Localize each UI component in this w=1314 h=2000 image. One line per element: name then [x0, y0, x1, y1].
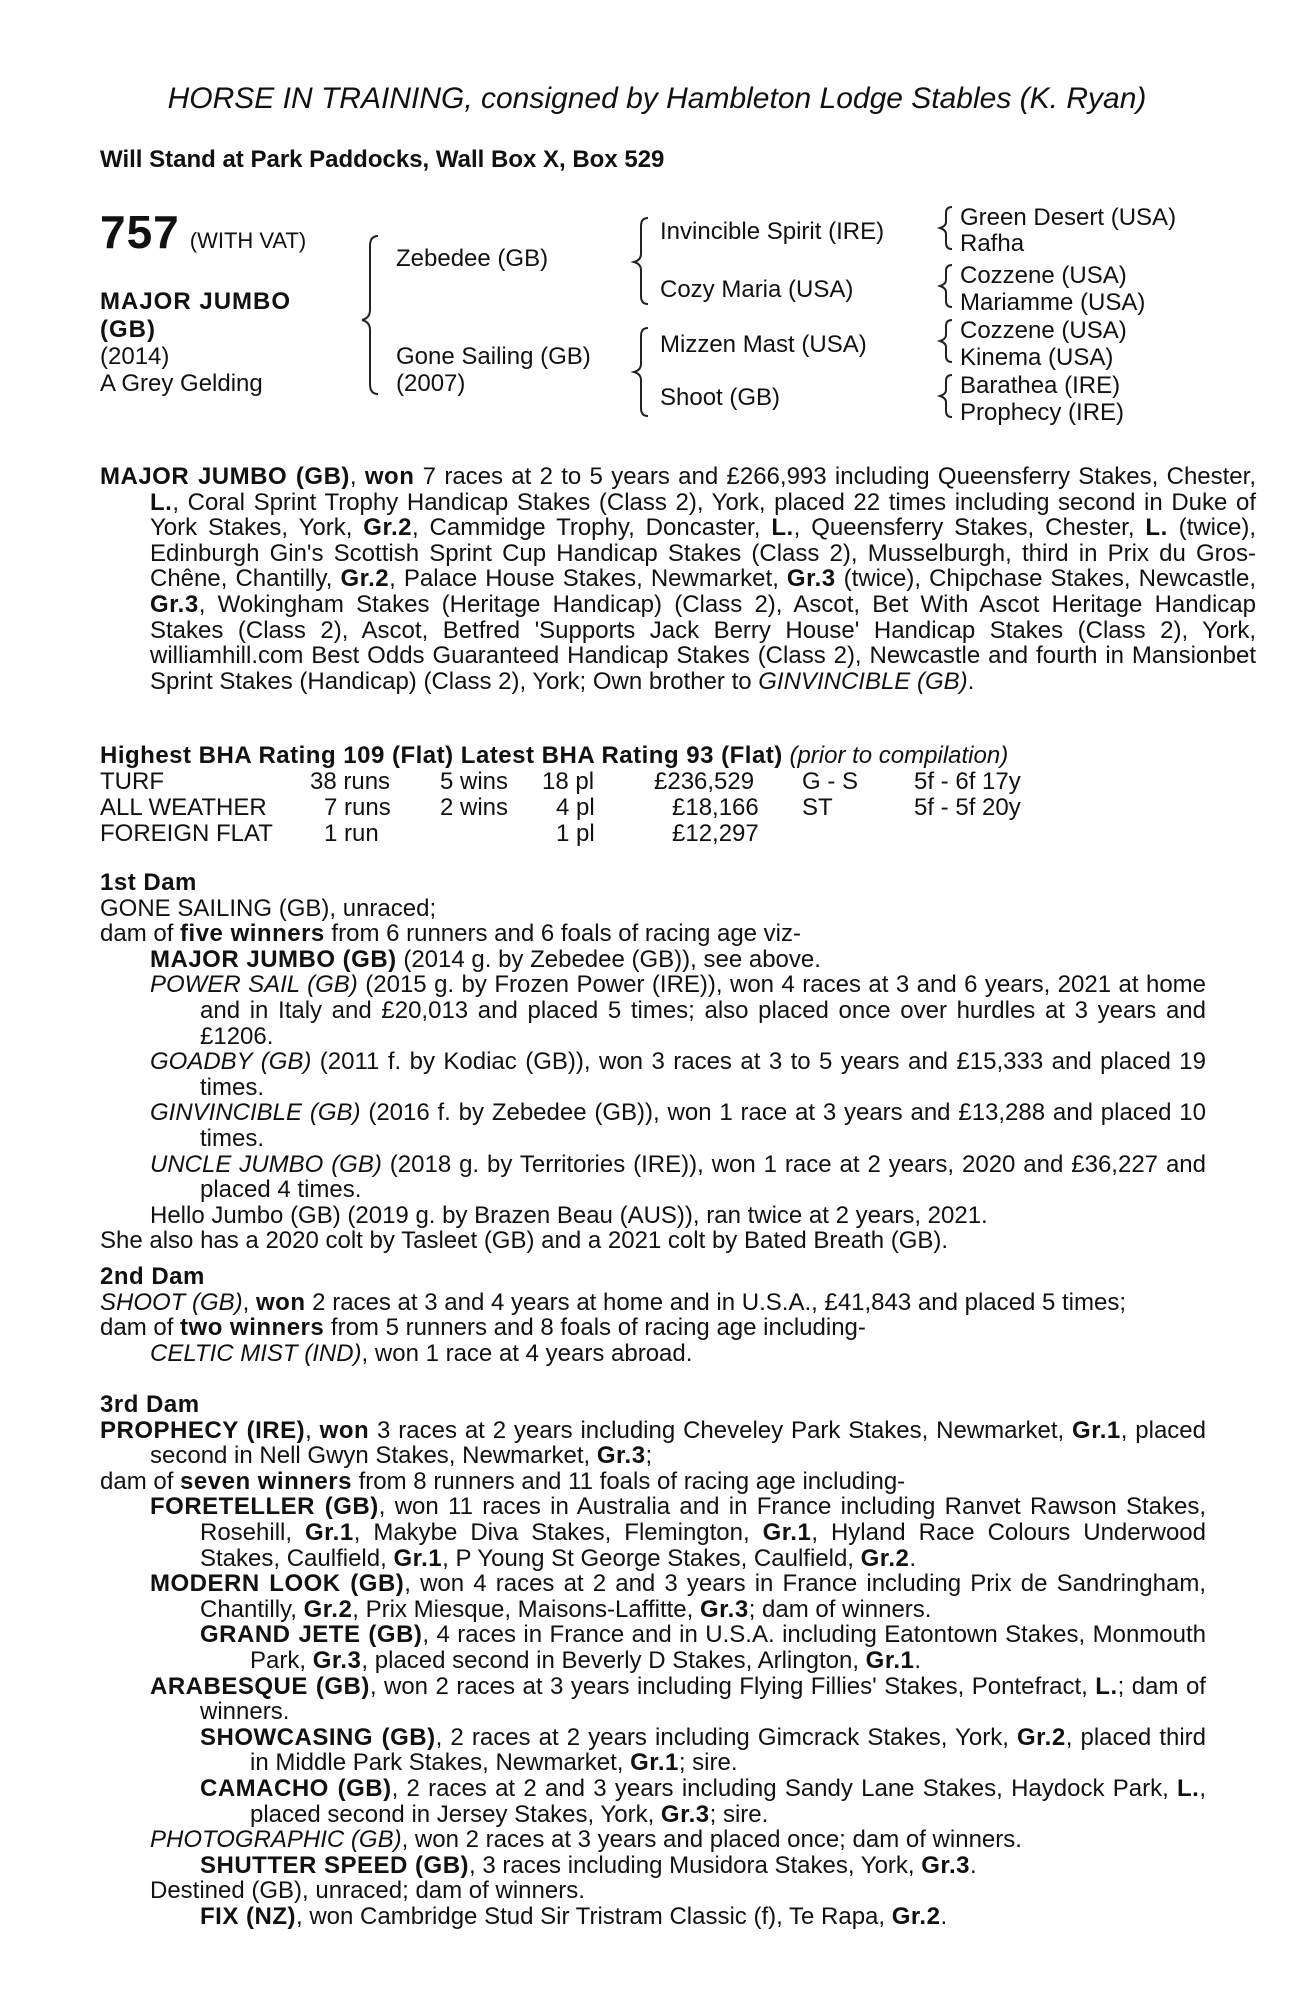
stat-surface: ALL WEATHER — [100, 794, 267, 821]
progeny-entry: GOADBY (GB) (2011 f. by Kodiac (GB)), won 3 races at 3 to 5 years and £15,333 and placed 19 times. — [150, 1048, 1206, 1101]
section-heading: 3rd Dam — [100, 1391, 200, 1418]
bha-ratings — [100, 742, 1008, 770]
ped-g7: Barathea (IRE) — [960, 372, 1121, 399]
progeny-entry: SHOWCASING (GB), 2 races at 2 years including Gimcrack Stakes, York, Gr.2, placed third in Middle Park Stakes, Newmarket, Gr.1; sire. — [200, 1723, 1207, 1777]
dam3-record: PROPHECY (IRE), won 3 races at 2 years including Cheveley Park Stakes, Newmarket, Gr.1, placed second in Nell Gwyn Stakes, Newmarket, Gr.3; — [100, 1416, 1206, 1470]
brace-g78 — [940, 375, 952, 417]
stat-prize: £18,166 — [672, 794, 759, 821]
sire: Zebedee (GB) — [396, 245, 549, 272]
sire-sire: Invincible Spirit (IRE) — [660, 218, 885, 245]
third-dam-section — [100, 1392, 1206, 1929]
progeny-entry: FIX (NZ), won Cambridge Stud Sir Tristram Classic (f), Te Rapa, Gr.2. — [200, 1902, 948, 1930]
horse-country: (GB) — [100, 316, 156, 343]
section-heading: 2nd Dam — [100, 1263, 205, 1290]
grade-listed: L. — [771, 514, 794, 542]
dam1-dam-of: dam of five winners from 6 runners and 6 foals of racing age viz- — [100, 920, 802, 948]
grade-listed: L. — [150, 488, 173, 516]
progeny-entry: CAMACHO (GB), 2 races at 2 and 3 years including Sandy Lane Stakes, Haydock Park, L., placed second in Jersey Stakes, York, Gr.3; sire. — [200, 1774, 1206, 1828]
stat-runs: 38 runs — [310, 768, 391, 795]
summary-text: , Palace House Stakes, Newmarket, — [389, 565, 787, 593]
ped-g5: Cozzene (USA) — [960, 317, 1127, 344]
stat-wins: 2 wins — [440, 794, 509, 821]
ped-g1: Green Desert (USA) — [960, 204, 1177, 231]
summary-won: won — [364, 463, 415, 490]
stat-placed: 18 pl — [542, 768, 595, 795]
stat-distance: 5f - 5f 20y — [914, 794, 1021, 821]
sire-dam: Cozy Maria (USA) — [660, 276, 854, 303]
summary-text: (twice), Chipchase Stakes, Newcastle, — [835, 565, 1256, 593]
dam-year: (2007) — [396, 370, 466, 397]
progeny-entry: PHOTOGRAPHIC (GB), won 2 races at 3 years and placed once; dam of winners. — [150, 1826, 1022, 1854]
summary-brother: GINVINCIBLE (GB) — [758, 667, 968, 695]
ped-g4: Mariamme (USA) — [960, 289, 1146, 316]
lot-number-value: 757 — [100, 206, 180, 258]
ratings-heading: Highest BHA Rating 109 (Flat) Latest BHA Rating 93 (Flat) — [100, 742, 783, 769]
vat-note: (WITH VAT) — [189, 228, 307, 253]
progeny-entry: FORETELLER (GB), won 11 races in Australia and in France including Ranvet Rawson Stakes, Rosehill, Gr.1, Makybe Diva Stakes, Flemington, Gr.1, Hyland Race Colours Underwood Stakes, Caulfield, Gr.1, P Young St George Stakes, Caulfield, Gr.2. — [150, 1493, 1207, 1572]
ratings-note: (prior to compilation) — [789, 742, 1009, 769]
brace-sire-dam — [362, 236, 378, 394]
stat-surface: TURF — [100, 768, 164, 795]
brace-sire-line — [634, 218, 648, 304]
stat-surface: FOREIGN FLAT — [100, 820, 273, 847]
progeny-entry: Hello Jumbo (GB) (2019 g. by Brazen Beau (AUS)), ran twice at 2 years, 2021. — [150, 1201, 988, 1229]
ped-g8: Prophecy (IRE) — [960, 399, 1125, 426]
progeny-entry: POWER SAIL (GB) (2015 g. by Frozen Power (IRE)), won 4 races at 3 and 6 years, 2021 at home and in Italy and £20,013 and placed 5 times; also placed once over hurdles at 3 years and £1206. — [150, 971, 1207, 1050]
grade-group: Gr.2 — [340, 565, 390, 593]
dam-sire: Mizzen Mast (USA) — [660, 331, 867, 358]
ped-g2: Rafha — [960, 230, 1025, 257]
grade-group: Gr.3 — [786, 565, 836, 593]
brace-dam-line — [634, 328, 648, 416]
dam1-intro: GONE SAILING (GB), unraced; — [100, 894, 437, 922]
first-dam-section — [100, 870, 1206, 1254]
progeny-entry: CELTIC MIST (IND), won 1 race at 4 years abroad. — [150, 1339, 693, 1367]
summary-text: , Coral Sprint Trophy Handicap Stakes (Class 2), York, placed 22 times including second in Duke of York Stakes, York, — [150, 488, 1256, 542]
stat-distance: 5f - 6f 17y — [914, 768, 1021, 795]
ped-g3: Cozzene (USA) — [960, 262, 1127, 289]
summary-text: , Cammidge Trophy, Doncaster, — [411, 514, 772, 542]
stat-placed: 4 pl — [556, 794, 595, 821]
grade-group: Gr.3 — [150, 590, 199, 618]
horse-name: MAJOR JUMBO — [100, 288, 292, 315]
consignor-title: HORSE IN TRAINING, consigned by Hambleton Lodge Stables (K. Ryan) — [167, 82, 1147, 115]
progeny-entry: SHUTTER SPEED (GB), 3 races including Musidora Stakes, York, Gr.3. — [200, 1851, 977, 1879]
progeny-entry: MAJOR JUMBO (GB) (2014 g. by Zebedee (GB)), see above. — [150, 945, 821, 973]
dam1-closing: She also has a 2020 colt by Tasleet (GB) and a 2021 colt by Bated Breath (GB). — [100, 1227, 949, 1255]
horse-description: A Grey Gelding — [100, 370, 263, 397]
dam2-dam-of: dam of two winners from 5 runners and 8 foals of racing age including- — [100, 1314, 866, 1342]
brace-g34 — [940, 265, 952, 307]
summary-text: 7 races at 2 to 5 years and £266,993 including Queensferry Stakes, Chester, — [414, 463, 1256, 490]
stat-runs: 1 run — [324, 820, 379, 847]
dam2-record: SHOOT (GB), won 2 races at 3 and 4 years at home and in U.S.A., £41,843 and placed 5 times; — [100, 1288, 1127, 1316]
progeny-entry: GRAND JETE (GB), 4 races in France and in U.S.A. including Eatontown Stakes, Monmouth Park, Gr.3, placed second in Beverly D Stakes, Arlington, Gr.1. — [200, 1621, 1206, 1674]
stat-going: G - S — [802, 768, 859, 795]
brace-g12 — [940, 207, 952, 249]
stat-runs: 7 runs — [324, 794, 391, 821]
dam: Gone Sailing (GB) — [396, 343, 591, 370]
progeny-entry: GINVINCIBLE (GB) (2016 f. by Zebedee (GB)), won 1 race at 3 years and £13,288 and placed 10 times. — [150, 1099, 1206, 1152]
section-heading: 1st Dam — [100, 869, 197, 896]
summary-text: (twice), Edinburgh Gin's Scottish Sprint Cup Handicap Stakes (Class 2), Musselburgh, third in Prix du Gros-Chêne, Chantilly, — [150, 514, 1256, 593]
stat-wins: 5 wins — [440, 768, 509, 795]
summary-horse-name: MAJOR JUMBO (GB) — [100, 463, 350, 490]
stat-placed: 1 pl — [556, 820, 595, 847]
stat-prize: £12,297 — [672, 820, 759, 847]
dam-dam: Shoot (GB) — [660, 384, 781, 411]
dam3-dam-of: dam of seven winners from 8 runners and 11 foals of racing age including- — [100, 1467, 906, 1495]
progeny-entry: UNCLE JUMBO (GB) (2018 g. by Territories (IRE)), won 1 race at 2 years, 2020 and £36,227 and placed 4 times. — [150, 1150, 1206, 1204]
grade-listed: L. — [1145, 514, 1168, 542]
grade-group: Gr.2 — [363, 514, 412, 542]
summary-text: , Wokingham Stakes (Heritage Handicap) (Class 2), Ascot, Bet With Ascot Heritage Handicap Stakes (Class 2), Ascot, Betfred 'Supports Jack Berry House' Handicap Stakes (Class 2), York, williamhill.com Best Odds Guaranteed Handicap Stakes (Class 2), Newcastle and fourth in Mansionbet Sprint Stakes (Handicap) (Class 2), York; Own brother to — [150, 590, 1256, 695]
stand-location: Will Stand at Park Paddocks, Wall Box X, Box 529 — [100, 146, 665, 173]
race-summary: MAJOR JUMBO (GB), won 7 races at 2 to 5 years and £266,993 including Queensferry Stakes, Chester, L., Coral Sprint Trophy Handicap Stakes (Class 2), York, placed 22 times including second in Duke of York Stakes, York, Gr.2, Cammidge Trophy, Doncaster, L., Queensferry Stakes, Chester, L. (twice), Edinburgh Gin's Scottish Sprint Cup Handicap Stakes (Class 2), Musselburgh, third in Prix du Gros-Chêne, Chantilly, Gr.2, Palace House Stakes, Newmarket, Gr.3 (twice), Chipchase Stakes, Newcastle, Gr.3, Wokingham Stakes (Heritage Handicap) (Class 2), Ascot, Bet With Ascot Heritage Handicap Stakes (Class 2), Ascot, Betfred 'Supports Jack Berry House' Handicap Stakes (Class 2), York, williamhill.com Best Odds Guaranteed Handicap Stakes (Class 2), Newcastle and fourth in Mansionbet Sprint Stakes (Handicap) (Class 2), York; Own brother to GINVINCIBLE (GB). — [100, 463, 1256, 695]
ped-g6: Kinema (USA) — [960, 344, 1114, 371]
stat-prize: £236,529 — [654, 768, 755, 795]
summary-text: . — [967, 667, 975, 695]
second-dam-section — [100, 1264, 1206, 1366]
horse-year: (2014) — [100, 343, 170, 370]
progeny-entry: MODERN LOOK (GB), won 4 races at 2 and 3 years in France including Prix de Sandringham, Chantilly, Gr.2, Prix Miesque, Maisons-Laffitte, Gr.3; dam of winners. — [150, 1570, 1206, 1623]
summary-text: , Queensferry Stakes, Chester, — [793, 514, 1146, 542]
progeny-entry: ARABESQUE (GB), won 2 races at 3 years including Flying Fillies' Stakes, Pontefract, L.; dam of winners. — [150, 1672, 1206, 1726]
stat-going: ST — [802, 794, 833, 821]
progeny-entry: Destined (GB), unraced; dam of winners. — [150, 1877, 585, 1905]
brace-g56 — [940, 320, 952, 362]
